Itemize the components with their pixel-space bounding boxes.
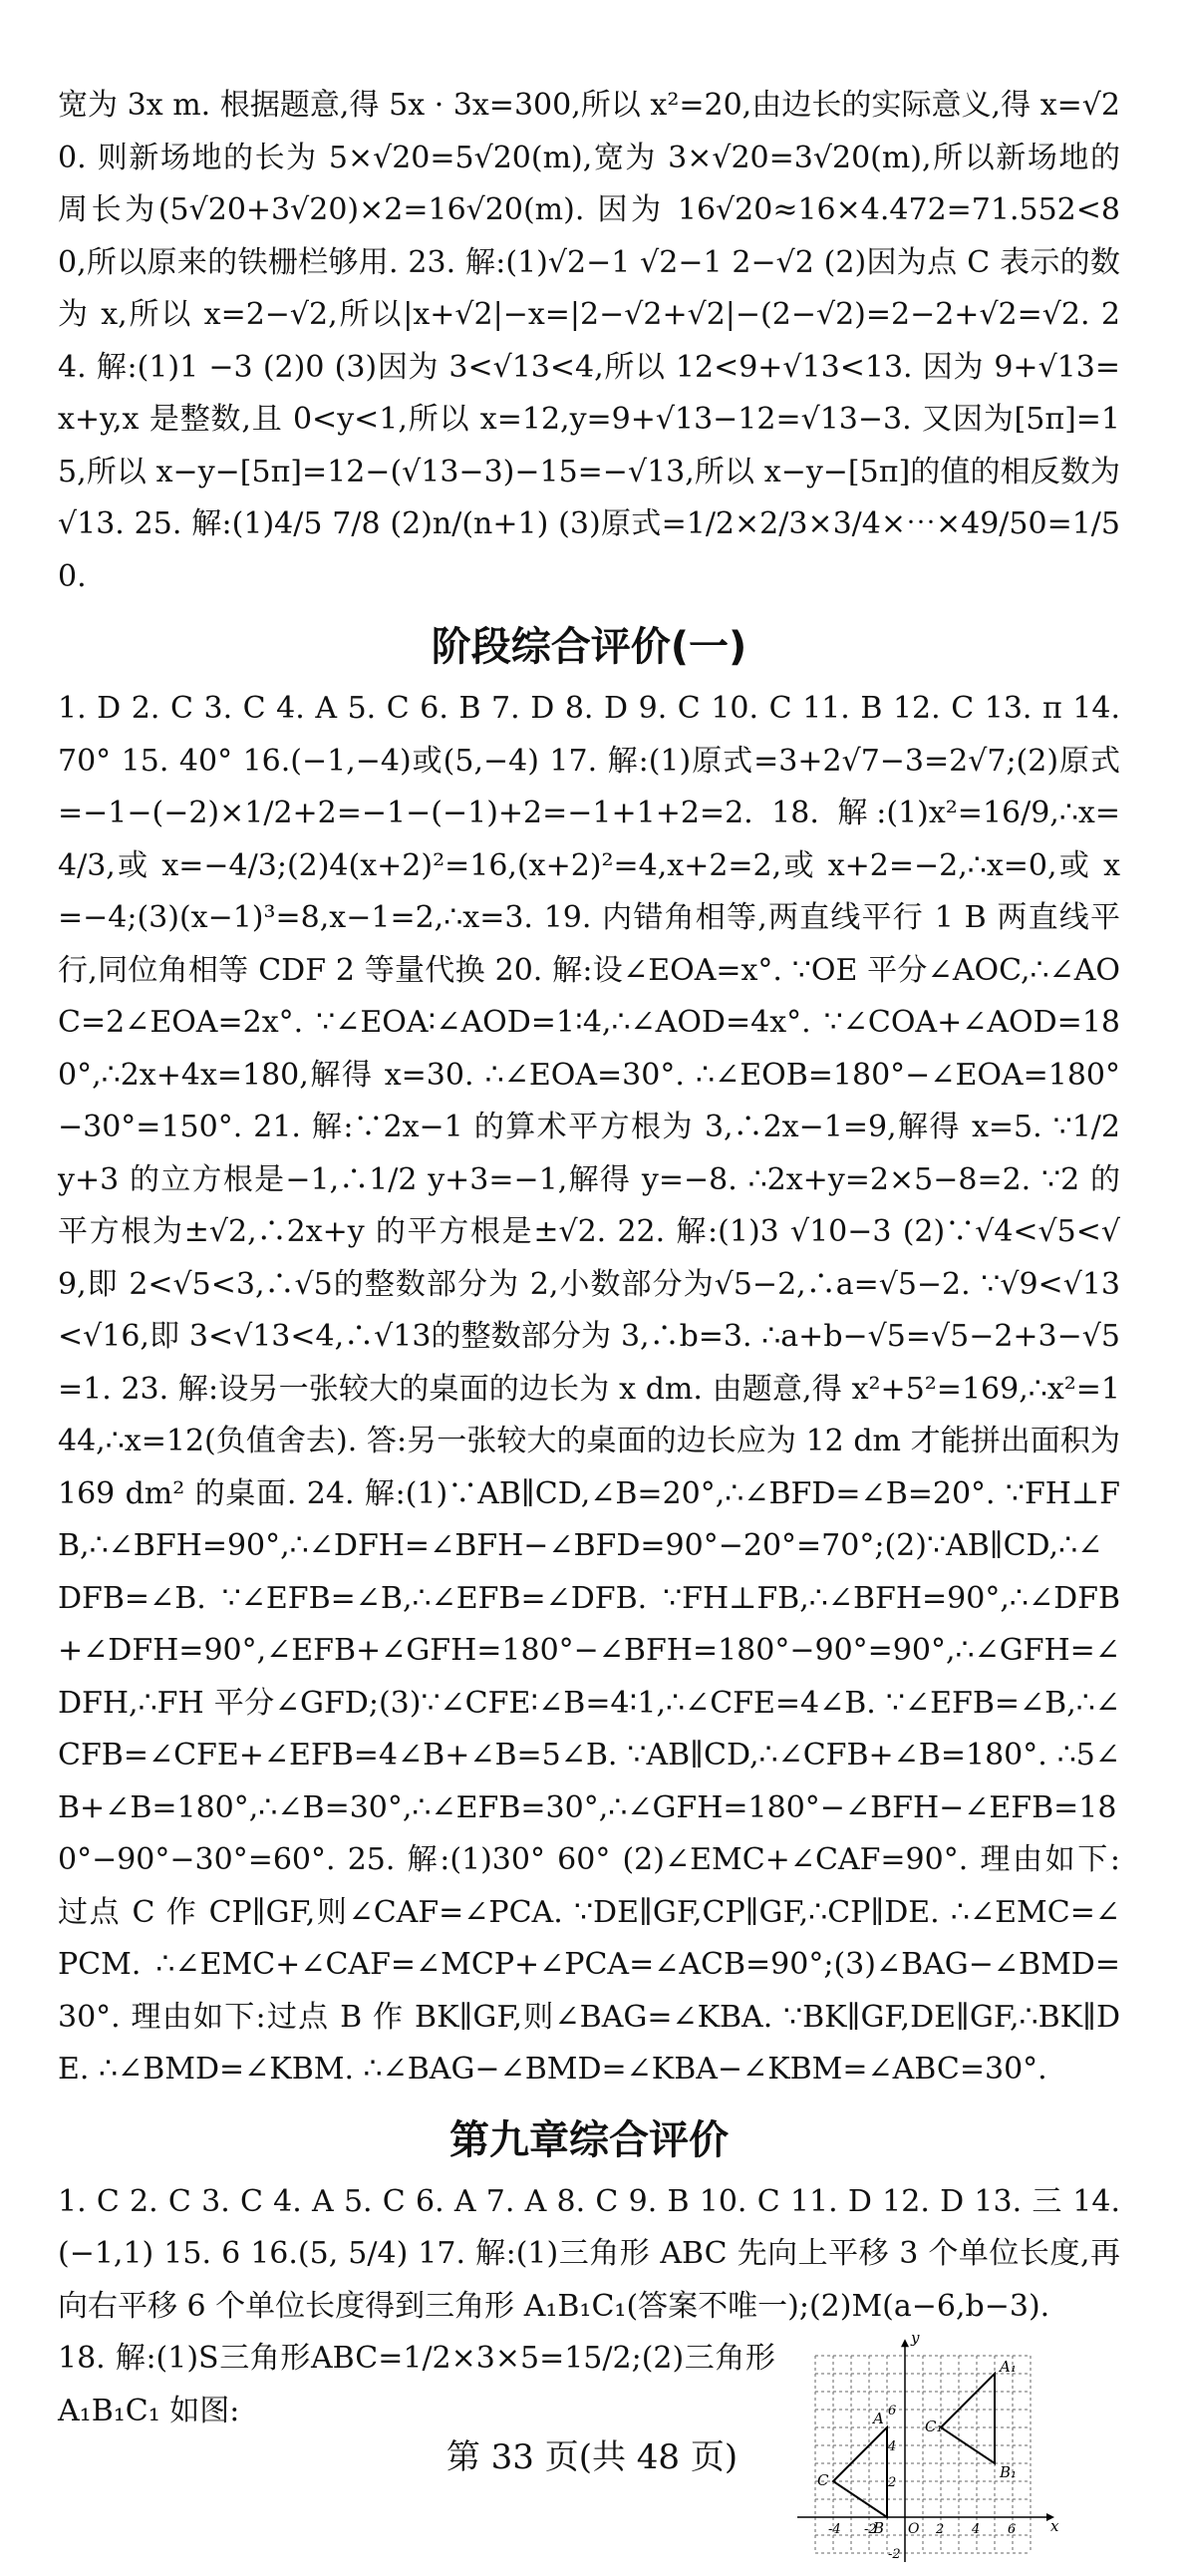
y-axis-label: y	[911, 2333, 920, 2348]
y-axis-arrow	[901, 2339, 909, 2347]
answer-content	[58, 80, 1120, 2572]
answer-paragraph: 1. C 2. C 3. C 4. A 5. C 6. A 7. A 8. C 9. B 10. C 11. D 12. D 13. 三 14.(−1,1) 15. 6 16.(5, 5/4) 17. 解:(1)三角形 ABC 先向上平移 3 个单位长度,再向右平移 6 个单位长度得到三角形 A₁B₁C₁(答案不唯一);(2)M(a−6,b−3).	[58, 2183, 1120, 2324]
vertex-label: A	[873, 2410, 884, 2427]
section-title-stage-review: 阶段综合评价(一)	[431, 624, 747, 670]
vertex-label: B	[873, 2519, 885, 2537]
question-18-text: 18. 解:(1)S三角形ABC=1/2×3×5=15/2;(2)三角形 A₁B₁C₁ 如图:	[58, 2341, 775, 2428]
vertex-label: A₁	[1000, 2358, 1017, 2376]
y-tick-label: -2	[888, 2547, 901, 2562]
x-axis-label: x	[1050, 2517, 1059, 2535]
x-tick-label: 6	[1008, 2522, 1017, 2537]
vertex-label: C	[817, 2471, 829, 2489]
answer-paragraph: 宽为 3x m. 根据题意,得 5x · 3x=300,所以 x²=20,由边长的实际意义,得 x=√20. 则新场地的长为 5×√20=5√20(m),宽为 3×√20=3√20(m),所以新场地的周长为(5√20+3√20)×2=16√20(m). 因为 16√20≈16×4.472=71.552<80,所以原来的铁栅栏够用. 23. 解:(1)√2−1 √2−1 2−√2 (2)因为点 C 表示的数为 x,所以 x=2−√2,所以|x+√2|−x=|2−√2+√2|−(2−√2)=2−2+√2=√2. 24. 解:(1)1 −3 (2)0 (3)因为 3<√13<4,所以 12<9+√13<13. 因为 9+√13=x+y,x 是整数,且 0<y<1,所以 x=12,y=9+√13−12=√13−3. 又因为[5π]=15,所以 x−y−[5π]=12−(√13−3)−15=−√13,所以 x−y−[5π]的值的相反数为 √13. 25. 解:(1)4/5 7/8 (2)n/(n+1) (3)原式=1/2×2/3×3/4×⋯×49/50=1/50.	[58, 88, 1120, 594]
answer-paragraph: 1. D 2. C 3. C 4. A 5. C 6. B 7. D 8. D 9. C 10. C 11. B 12. C 13. π 14. 70° 15. 40° 16.(−1,−4)或(5,−4) 17. 解:(1)原式=3+2√7−3=2√7;(2)原式=−1−(−2)×1/2+2=−1−(−1)+2=−1+1+2=2. 18. 解:(1)x²=16/9,∴x=4/3,或 x=−4/3;(2)4(x+2)²=16,(x+2)²=4,x+2=2,或 x+2=−2,∴x=0,或 x=−4;(3)(x−1)³=8,x−1=2,∴x=3. 19. 内错角相等,两直线平行 1 B 两直线平行,同位角相等 CDF 2 等量代换 20. 解:设∠EOA=x°. ∵OE 平分∠AOC,∴∠AOC=2∠EOA=2x°. ∵∠EOA∶∠AOD=1∶4,∴∠AOD=4x°. ∵∠COA+∠AOD=180°,∴2x+4x=180,解得 x=30. ∴∠EOA=30°. ∴∠EOB=180°−∠EOA=180°−30°=150°. 21. 解:∵2x−1 的算术平方根为 3,∴2x−1=9,解得 x=5. ∵1/2 y+3 的立方根是−1,∴1/2 y+3=−1,解得 y=−8. ∴2x+y=2×5−8=2. ∵2 的平方根为±√2,∴2x+y 的平方根是±√2. 22. 解:(1)3 √10−3 (2)∵√4<√5<√9,即 2<√5<3,∴√5的整数部分为 2,小数部分为√5−2,∴a=√5−2. ∵√9<√13<√16,即 3<√13<4,∴√13的整数部分为 3,∴b=3. ∴a+b−√5=√5−2+3−√5=1. 23. 解:设另一张较大的桌面的边长为 x dm. 由题意,得 x²+5²=169,∴x²=144,∴x=12(负值舍去). 答:另一张较大的桌面的边长应为 12 dm 才能拼出面积为 169 dm² 的桌面. 24. 解:(1)∵AB∥CD,∠B=20°,∴∠BFD=∠B=20°. ∵FH⊥FB,∴∠BFH=90°,∴∠DFH=∠BFH−∠BFD=90°−20°=70°;(2)∵AB∥CD,∴∠DFB=∠B. ∵∠EFB=∠B,∴∠EFB=∠DFB. ∵FH⊥FB,∴∠BFH=90°,∴∠DFB+∠DFH=90°,∠EFB+∠GFH=180°−∠BFH=180°−90°=90°,∴∠GFH=∠DFH,∴FH 平分∠GFD;(3)∵∠CFE∶∠B=4∶1,∴∠CFE=4∠B. ∵∠EFB=∠B,∴∠CFB=∠CFE+∠EFB=4∠B+∠B=5∠B. ∵AB∥CD,∴∠CFB+∠B=180°. ∴5∠B+∠B=180°,∴∠B=30°,∴∠EFB=30°,∴∠GFH=180°−∠BFH−∠EFB=180°−90°−30°=60°. 25. 解:(1)30° 60° (2)∠EMC+∠CAF=90°. 理由如下:过点 C 作 CP∥GF,则∠CAF=∠PCA. ∵DE∥GF,CP∥GF,∴CP∥DE. ∴∠EMC=∠PCM. ∴∠EMC+∠CAF=∠MCP+∠PCA=∠ACB=90°;(3)∠BAG−∠BMD=30°. 理由如下:过点 B 作 BK∥GF,则∠BAG=∠KBA. ∵BK∥GF,DE∥GF,∴BK∥DE. ∴∠BMD=∠KBM. ∴∠BAG−∠BMD=∠KBA−∠KBM=∠ABC=30°.	[58, 691, 1120, 2087]
x-tick-label: -2	[864, 2522, 877, 2537]
origin-label: O	[908, 2521, 920, 2537]
y-tick-label: 6	[888, 2404, 897, 2418]
vertex-label: B₁	[1000, 2463, 1018, 2481]
y-tick-label: 4	[888, 2439, 897, 2454]
y-tick-label: 2	[888, 2475, 897, 2490]
page-footer: 第 33 页(共 48 页)	[445, 2437, 739, 2477]
section-title-chapter-9: 第九章综合评价	[449, 2116, 729, 2163]
vertex-label: C₁	[925, 2417, 943, 2435]
x-tick-label: 4	[972, 2522, 981, 2537]
x-tick-label: 2	[936, 2522, 945, 2537]
x-tick-label: -4	[828, 2522, 841, 2537]
